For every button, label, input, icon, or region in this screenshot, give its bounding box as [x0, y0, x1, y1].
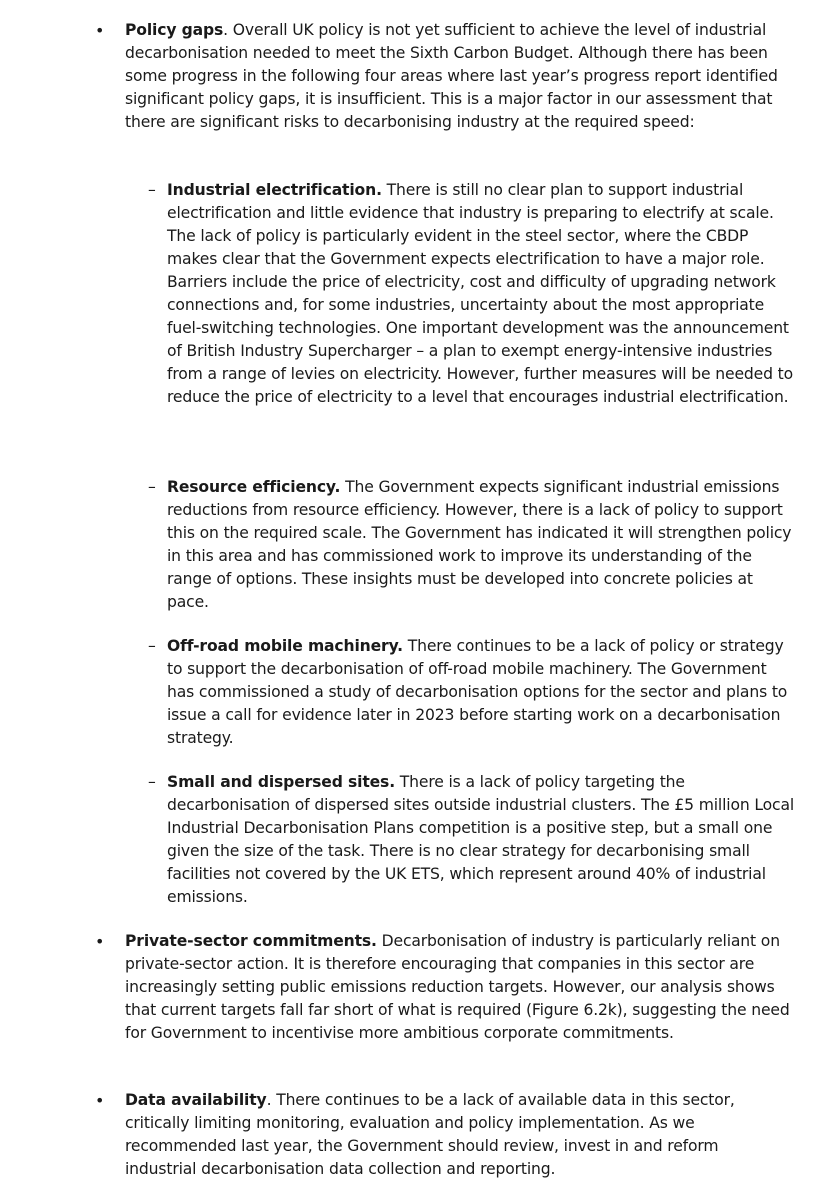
bullet-text: Overall UK policy is not yet sufficient to achieve the level of industrial decarbonisation needed to meet the Sixth Carbon Budget. Although there has been some progress in the following four areas where last year’s progress report identified significant policy gaps, it is insufficient. This is a major factor in our assessment that there are significant risks to decarbonising industry at the required speed: [125, 21, 778, 131]
sub-item-marker: – [148, 478, 156, 496]
sub-item-text: The Government expects significant industrial emissions reductions from resource efficiency. However, there is a lack of policy to support this on the required scale. The Government has indicated it will strengthen policy in this area and has commissioned work to improve its understanding of the range of options. These insights must be developed into concrete policies at pace. [167, 478, 792, 611]
bullet-marker: • [95, 1091, 105, 1110]
bullet-text: Decarbonisation of industry is particularly reliant on private-sector action. It is therefore encouraging that companies in this sector are increasingly setting public emissions reduction targets. However, our analysis shows that current targets fall far short of what is required (Figure 6.2k), suggesting the need for Government to incentivise more ambitious corporate commitments. [125, 932, 790, 1042]
sub-item-marker: – [148, 181, 156, 199]
bullet-paragraph [125, 19, 791, 134]
sub-item-paragraph [167, 771, 797, 909]
bullet-paragraph [125, 930, 791, 1045]
sub-item-text: There is a lack of policy targeting the decarbonisation of dispersed sites outside industrial clusters. The £5 million Local Industrial Decarbonisation Plans competition is a positive step, but a small one given the size of the task. There is no clear strategy for decarbonising small facilities not covered by the UK ETS, which represent around 40% of industrial emissions. [167, 773, 795, 906]
sub-item-paragraph [167, 179, 797, 409]
bullet-title-suffix: . [266, 1091, 272, 1109]
sub-item-title: Small and dispersed sites. [167, 773, 395, 791]
bullet-marker: • [95, 21, 105, 40]
sub-item-title: Industrial electrification. [167, 181, 382, 199]
bullet-title-suffix: . [223, 21, 228, 39]
sub-item-text: There is still no clear plan to support industrial electrification and little evidence that industry is preparing to electrify at scale. The lack of policy is particularly evident in the steel sector, where the CBDP makes clear that the Government expects electrification to have a major role. Barriers include the price of electricity, cost and difficulty of upgrading network connections and, for some industries, uncertainty about the most appropriate fuel-switching technologies. One important development was the announcement of British Industry Supercharger – a plan to exempt energy-intensive industries from a range of levies on electricity. However, further measures will be needed to reduce the price of electricity to a level that encourages industrial electrification. [167, 181, 793, 406]
bullet-paragraph [125, 1089, 791, 1181]
bullet-text: There continues to be a lack of available data in this sector, critically limiting monitoring, evaluation and policy implementation. As we recommended last year, the Government should review, invest in and reform industrial decarbonisation data collection and reporting. [125, 1091, 735, 1178]
bullet-title: Data availability [125, 1091, 267, 1109]
sub-item-text: There continues to be a lack of policy or strategy to support the decarbonisation of off-road mobile machinery. The Government has commissioned a study of decarbonisation options for the sector and plans to issue a call for evidence later in 2023 before starting work on a decarbonisation strategy. [167, 637, 788, 747]
sub-item-title: Resource efficiency. [167, 478, 341, 496]
sub-item-paragraph [167, 635, 797, 750]
bullet-title: Private-sector commitments. [125, 932, 377, 950]
sub-item-paragraph [167, 476, 797, 614]
bullet-title: Policy gaps [125, 21, 224, 39]
sub-item-marker: – [148, 773, 156, 791]
sub-item-title: Off-road mobile machinery. [167, 637, 403, 655]
bullet-marker: • [95, 932, 105, 951]
sub-item-marker: – [148, 637, 156, 655]
